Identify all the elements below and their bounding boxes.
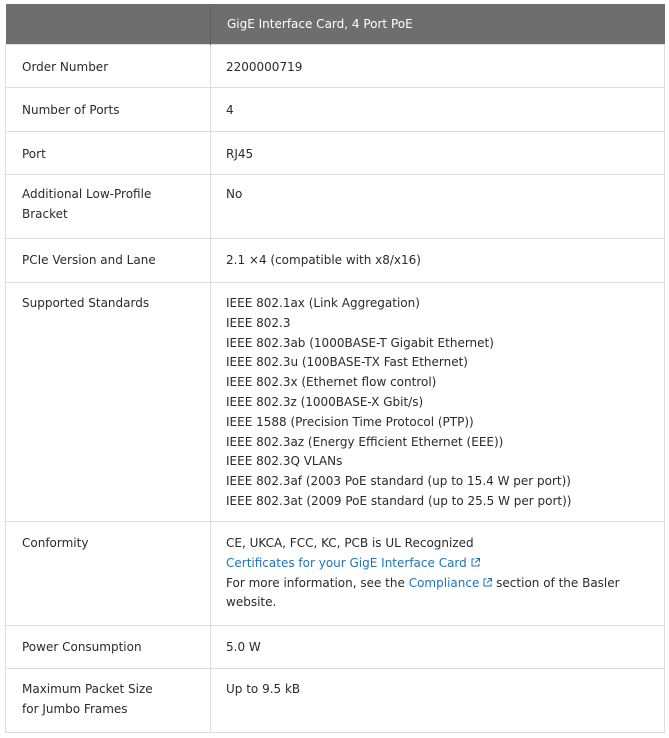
row-label-line: Bracket (22, 206, 68, 221)
specs-table-container (5, 4, 664, 733)
row-value: 2200000719 (211, 45, 665, 88)
row-value: 5.0 W (211, 626, 665, 669)
standard-item: IEEE 802.3af (2003 PoE standard (up to 15.4 W per port)) (226, 474, 571, 489)
standard-item: IEEE 802.3az (Energy Efficient Ethernet (EEE)) (226, 434, 504, 449)
row-label: Port (6, 132, 211, 175)
table-header-row (6, 4, 665, 45)
row-label: Number of Ports (6, 88, 211, 132)
row-label: Order Number (6, 45, 211, 88)
standard-item: IEEE 802.3ab (1000BASE-T Gigabit Ethernet) (226, 335, 494, 350)
table-row (6, 45, 665, 88)
row-value: No (211, 175, 665, 239)
row-value-conformity (211, 522, 665, 626)
table-row (6, 522, 665, 626)
row-label: PCIe Version and Lane (6, 239, 211, 283)
standard-item: IEEE 802.1ax (Link Aggregation) (226, 296, 420, 310)
table-row (6, 239, 665, 283)
standard-item: IEEE 802.3u (100BASE-TX Fast Ethernet) (226, 355, 468, 370)
standard-item: IEEE 802.3z (1000BASE-X Gbit/s) (226, 394, 424, 409)
row-value-list (211, 283, 665, 522)
row-label (6, 175, 211, 239)
header-blank-cell (6, 4, 211, 45)
external-link-icon[interactable] (483, 578, 492, 587)
more-info-line (226, 574, 648, 594)
table-row (6, 88, 665, 132)
table-row (6, 669, 665, 733)
row-label-line: for Jumbo Frames (22, 701, 128, 716)
table-row (6, 626, 665, 669)
certificates-link[interactable]: Certificates for your GigE Interface Card (226, 555, 467, 570)
standard-item: IEEE 1588 (Precision Time Protocol (PTP)) (226, 414, 474, 429)
conformity-text: CE, UKCA, FCC, KC, PCB is UL Recognized (226, 536, 474, 550)
external-link-icon[interactable] (471, 558, 480, 567)
row-value: 2.1 ×4 (compatible with x8/x16) (211, 239, 665, 283)
standard-item: IEEE 802.3 (226, 315, 291, 330)
certificates-row (226, 554, 648, 574)
row-label: Conformity (6, 522, 211, 626)
table-row (6, 283, 665, 522)
standard-item: IEEE 802.3at (2009 PoE standard (up to 25.5 W per port)) (226, 493, 572, 508)
more-info-line-2: website. (226, 595, 277, 610)
header-title: GigE Interface Card, 4 Port PoE (211, 4, 665, 45)
standard-item: IEEE 802.3Q VLANs (226, 454, 343, 469)
row-label-line: Additional Low-Profile (22, 187, 152, 201)
table-row (6, 175, 665, 239)
row-value: Up to 9.5 kB (211, 669, 665, 733)
row-value: RJ45 (211, 132, 665, 175)
row-label (6, 669, 211, 733)
row-label: Supported Standards (6, 283, 211, 522)
more-info-prefix: For more information, see the (226, 575, 405, 590)
row-label: Power Consumption (6, 626, 211, 669)
compliance-link[interactable]: Compliance (408, 575, 480, 590)
specs-table (5, 4, 665, 733)
standard-item: IEEE 802.3x (Ethernet flow control) (226, 375, 437, 390)
more-info-suffix: section of the Basler (496, 575, 620, 590)
row-value: 4 (211, 88, 665, 132)
table-row (6, 132, 665, 175)
row-label-line: Maximum Packet Size (22, 682, 153, 696)
